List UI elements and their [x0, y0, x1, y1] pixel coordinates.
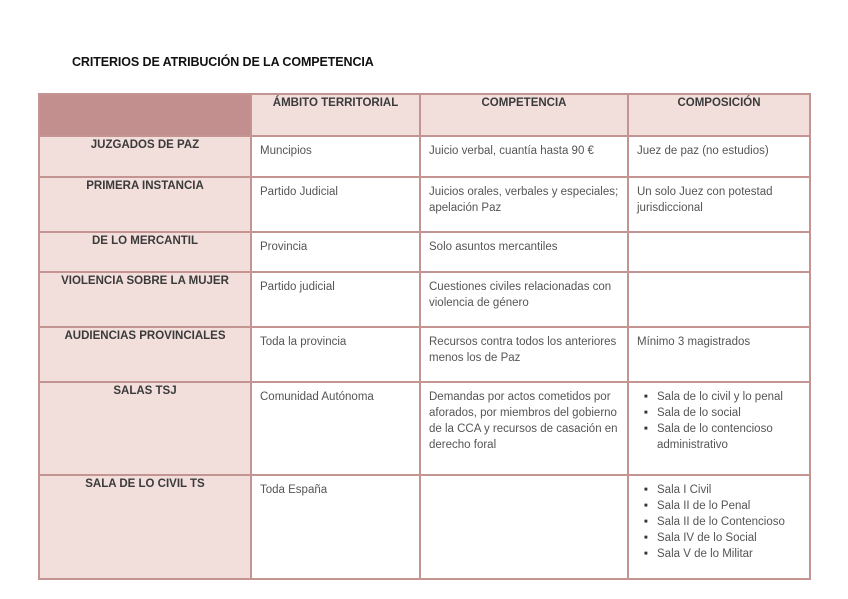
cell-ambito	[251, 475, 420, 579]
cell-ambito	[251, 272, 420, 327]
cell-text: Cuestiones civiles relacionadas con violencia de género	[429, 281, 612, 309]
list-item: ■ Sala de lo social	[657, 405, 803, 421]
row-label: VIOLENCIA SOBRE LA MUJER	[39, 272, 251, 327]
cell-text	[421, 476, 627, 482]
cell-text: Partido judicial	[260, 281, 335, 293]
cell-competencia	[420, 232, 628, 272]
cell-text: Comunidad Autónoma	[260, 391, 374, 403]
composition-list	[637, 389, 803, 453]
cell-ambito	[251, 177, 420, 232]
cell-composicion	[628, 382, 810, 475]
table-row	[39, 382, 810, 475]
cell-text: Juez de paz (no estudios)	[637, 145, 769, 157]
cell-text: Demandas por actos cometidos por aforados, por miembros del gobierno de la CCA y recursos de casación en derecho foral	[429, 391, 618, 451]
cell-competencia	[420, 327, 628, 382]
list-item: ■ Sala II de lo Contencioso	[657, 514, 803, 530]
cell-composicion	[628, 475, 810, 579]
cell-text: Juicios orales, verbales y especiales; apelación Paz	[429, 186, 619, 214]
list-item: ■ Sala IV de lo Social	[657, 530, 803, 546]
list-item: ■ Sala II de lo Penal	[657, 498, 803, 514]
cell-text: Solo asuntos mercantiles	[429, 241, 558, 253]
table-row	[39, 136, 810, 177]
list-item: ■ Sala V de lo Militar	[657, 546, 803, 562]
cell-composicion	[628, 232, 810, 272]
cell-competencia	[420, 272, 628, 327]
cell-text: Partido Judicial	[260, 186, 338, 198]
cell-ambito	[251, 136, 420, 177]
table-header-row	[39, 94, 810, 136]
cell-composicion	[628, 177, 810, 232]
composition-list	[637, 482, 803, 562]
competence-table	[38, 93, 811, 580]
document-title: CRITERIOS DE ATRIBUCIÓN DE LA COMPETENCIA	[72, 55, 374, 69]
cell-ambito	[251, 232, 420, 272]
cell-competencia	[420, 382, 628, 475]
row-label: AUDIENCIAS PROVINCIALES	[39, 327, 251, 382]
cell-competencia	[420, 177, 628, 232]
cell-ambito	[251, 382, 420, 475]
cell-composicion	[628, 327, 810, 382]
header-ambito-territorial: ÁMBITO TERRITORIAL	[251, 94, 420, 136]
row-label: PRIMERA INSTANCIA	[39, 177, 251, 232]
cell-text: Juicio verbal, cuantía hasta 90 €	[429, 145, 594, 157]
table-row	[39, 475, 810, 579]
cell-ambito	[251, 327, 420, 382]
header-corner	[39, 94, 251, 136]
cell-text	[629, 233, 809, 239]
cell-text: Toda España	[260, 484, 328, 496]
header-competencia: COMPETENCIA	[420, 94, 628, 136]
row-label: SALA DE LO CIVIL TS	[39, 475, 251, 579]
cell-competencia	[420, 136, 628, 177]
list-item: ■ Sala de lo contencioso administrativo	[657, 421, 803, 453]
table-row	[39, 177, 810, 232]
cell-composicion	[628, 272, 810, 327]
row-label: JUZGADOS DE PAZ	[39, 136, 251, 177]
header-composicion: COMPOSICIÓN	[628, 94, 810, 136]
cell-text: Toda la provincia	[260, 336, 347, 348]
cell-composicion	[628, 136, 810, 177]
row-label: DE LO MERCANTIL	[39, 232, 251, 272]
cell-text: Mínimo 3 magistrados	[637, 336, 751, 348]
table-row	[39, 327, 810, 382]
row-label: SALAS TSJ	[39, 382, 251, 475]
cell-text: Un solo Juez con potestad jurisdiccional	[637, 186, 773, 214]
list-item: ■ Sala de lo civil y lo penal	[657, 389, 803, 405]
table-row	[39, 232, 810, 272]
cell-text: Provincia	[260, 241, 308, 253]
cell-text	[629, 273, 809, 279]
cell-text: Recursos contra todos los anteriores menos los de Paz	[429, 336, 617, 364]
cell-competencia	[420, 475, 628, 579]
table-row	[39, 272, 810, 327]
cell-text: Muncipios	[260, 145, 312, 157]
list-item: ■ Sala I Civil	[657, 482, 803, 498]
